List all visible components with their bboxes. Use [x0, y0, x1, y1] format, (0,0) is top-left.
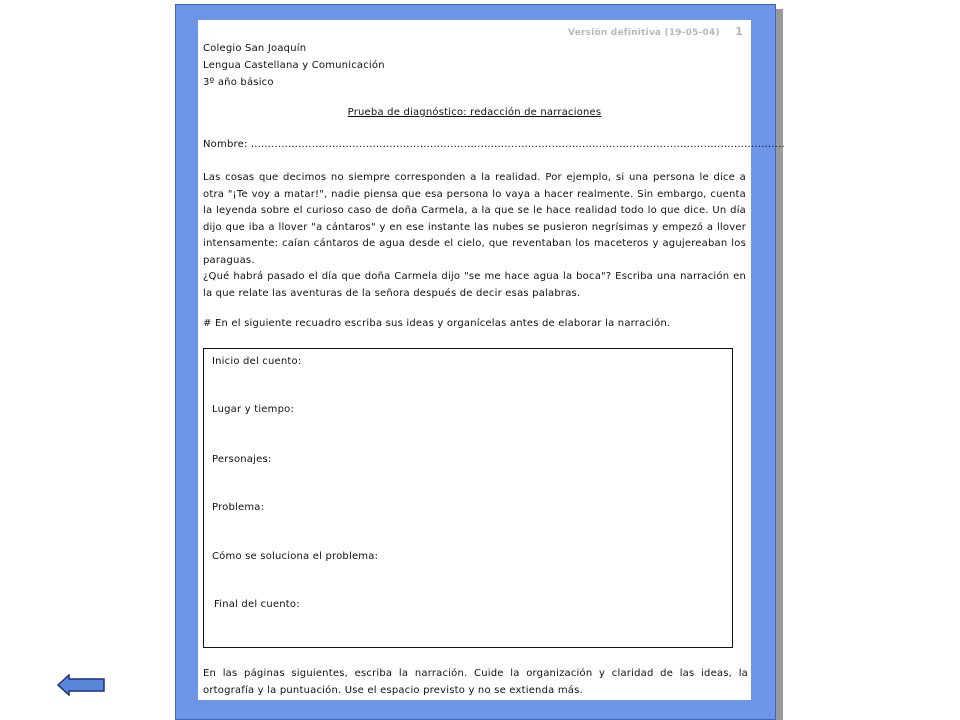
- school-info: [203, 40, 385, 91]
- field-solucion: Cómo se soluciona el problema:: [212, 551, 379, 562]
- school-name: Colegio San Joaquín: [203, 43, 307, 54]
- test-title: Prueba de diagnóstico: redacción de narraciones: [347, 107, 602, 118]
- left-arrow-icon: [57, 674, 107, 696]
- prompt-question: ¿Qué habrá pasado el día que doña Carmela dijo "se me hace agua la boca"? Escriba una narración en la que relate las aventuras de la señora después de decir esas palabras.: [203, 271, 746, 299]
- document-page: [198, 20, 785, 700]
- field-final: Final del cuento:: [214, 599, 300, 610]
- subject-name: Lengua Castellana y Comunicación: [203, 60, 385, 71]
- version-label: Versión definitiva (19-05-04): [568, 28, 720, 38]
- prompt-paragraph: Las cosas que decimos no siempre corresponden a la realidad. Por ejemplo, si una persona le dice a otra "¡Te voy a matar!", nadie piensa que esa persona lo vaya a hacer realmente. Sin embargo, cuenta la leyenda sobre el curioso caso de doña Carmela, a la que se le hace realidad todo lo que dice. Un día dijo que iba a llover "a cántaros" y en ese instante las nubes se pusieron negrísimas y empezó a llover intensamente: caían cántaros de agua desde el cielo, que reventaban los maceteros y agujereaban los paraguas.: [203, 172, 746, 266]
- field-inicio: Inicio del cuento:: [212, 356, 302, 367]
- field-problema: Problema:: [212, 502, 265, 513]
- page-number: 1: [735, 25, 743, 38]
- page-header: [568, 25, 743, 38]
- planning-instruction: # En el siguiente recuadro escriba sus ideas y organícelas antes de elaborar la narración.: [203, 318, 671, 329]
- story-prompt: [203, 170, 746, 302]
- field-personajes: Personajes:: [212, 454, 272, 465]
- grade-level: 3º año básico: [203, 77, 274, 88]
- planning-box: [203, 348, 733, 648]
- name-field: Nombre: ..............................................................................................................................................................: [203, 139, 785, 150]
- footer-instruction: En las páginas siguientes, escriba la narración. Cuide la organización y claridad de las ideas, la ortografía y la puntuación. Use el espacio previsto y no se extienda más.: [203, 668, 748, 696]
- back-button[interactable]: [57, 674, 107, 696]
- field-lugar-tiempo: Lugar y tiempo:: [212, 404, 295, 415]
